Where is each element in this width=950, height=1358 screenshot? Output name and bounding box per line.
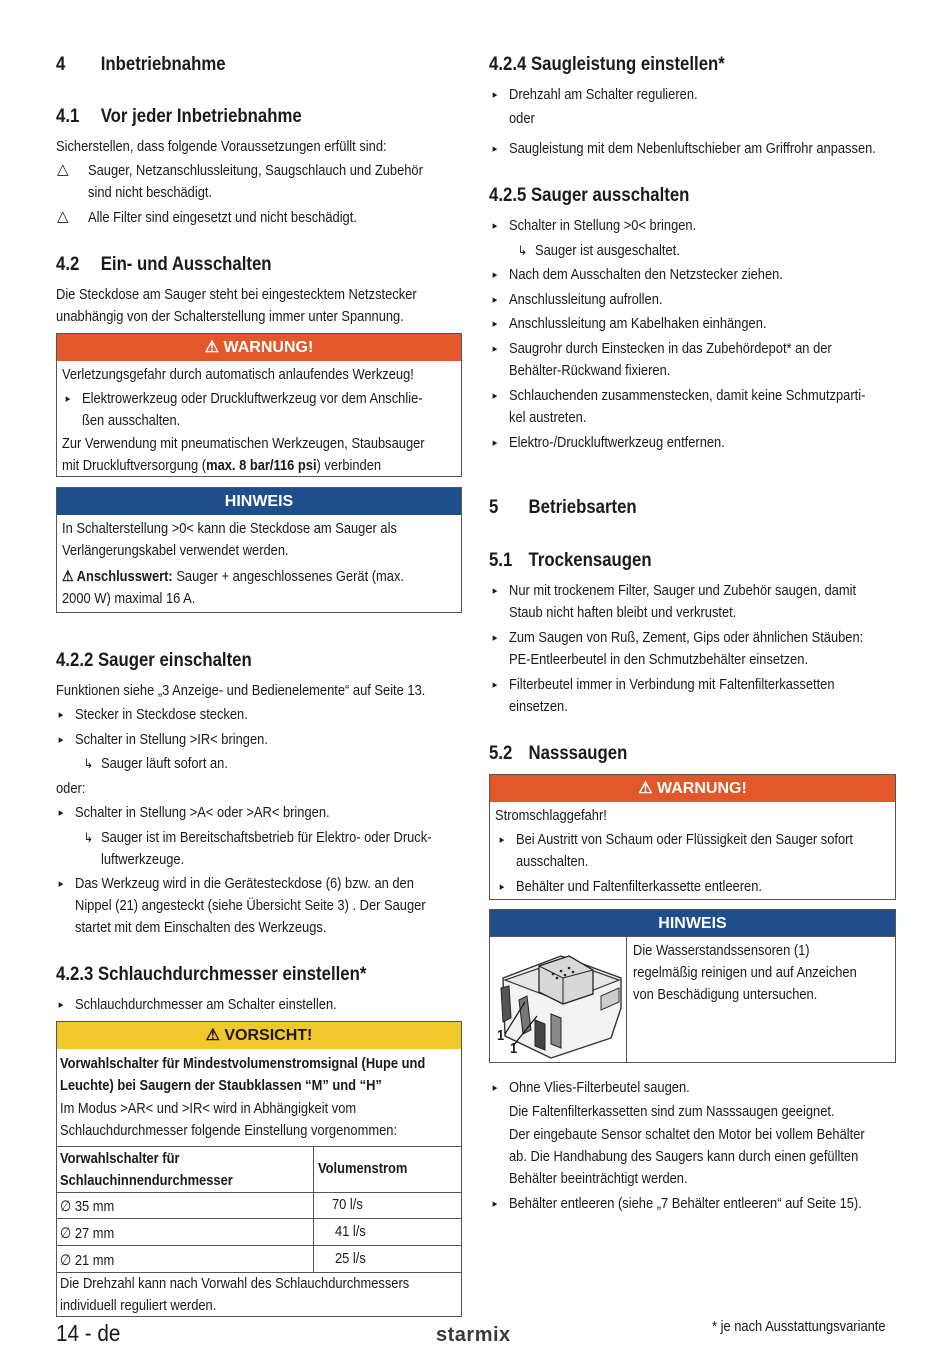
heading-number: 5.1 [489, 549, 513, 571]
heading-title: Betriebsarten [528, 496, 637, 518]
result: ↳ Sauger ist im Bereitschaftsbetrieb für Elektro- oder Druck- [101, 827, 432, 849]
table-cell: ∅ 35 mm [60, 1198, 115, 1215]
warning-text: Stromschlaggefahr! [495, 807, 607, 824]
warning-header: ⚠ WARNUNG! [57, 334, 461, 361]
caution-text: Im Modus >AR< und >IR< wird in Abhängigkeit vom [60, 1100, 357, 1117]
table-cell: 25 l/s [335, 1250, 366, 1267]
heading-number: 5 [489, 496, 499, 518]
text-fragment: mit Druckluftversorgung ( [62, 457, 207, 474]
step: ▸ Schalter in Stellung >IR< bringen. [75, 729, 268, 751]
table-divider [56, 1192, 462, 1193]
table-divider [56, 1146, 462, 1147]
heading-5-2 [489, 742, 627, 765]
note-text: Verlängerungskabel verwendet werden. [62, 542, 289, 559]
heading-title: Ein- und Ausschalten [100, 253, 272, 275]
heading-5-1 [489, 549, 652, 572]
paragraph: ab. Die Handhabung des Saugers kann durch einen gefüllten [509, 1148, 859, 1165]
step: ▸ Saugleistung mit dem Nebenluftschieber am Griffrohr anpassen. [509, 138, 876, 160]
step: ▸ Elektro-/Druckluftwerkzeug entfernen. [509, 432, 725, 454]
result: luftwerkzeuge. [101, 851, 185, 868]
heading-4-2-2: 4.2.2 Sauger einschalten [56, 649, 252, 671]
warning-step: ßen ausschalten. [82, 412, 181, 429]
paragraph: Sicherstellen, dass folgende Voraussetzungen erfüllt sind: [56, 138, 387, 155]
heading-4-2-3: 4.2.3 Schlauchdurchmesser einstellen* [56, 963, 367, 985]
heading-4-2 [56, 253, 272, 276]
caution-text: Die Drehzahl kann nach Vorwahl des Schlauchdurchmessers [60, 1275, 410, 1292]
callout-label: 1 [497, 1027, 505, 1044]
heading-4 [56, 53, 226, 76]
paragraph: Die Faltenfilterkassetten sind zum Nasssaugen geeignet. [509, 1103, 835, 1120]
heading-title: Trockensaugen [528, 549, 652, 571]
caution-text: Schlauchdurchmesser folgende Einstellung vorgenommen: [60, 1122, 398, 1139]
condition-text: sind nicht beschädigt. [88, 184, 213, 201]
table-divider [56, 1218, 462, 1219]
table-cell: 41 l/s [335, 1223, 366, 1240]
step: ▸ Schalter in Stellung >0< bringen. [509, 215, 696, 237]
step: ▸ Filterbeutel immer in Verbindung mit Faltenfilterkassetten [509, 674, 835, 696]
warning-text: Verletzungsgefahr durch automatisch anlaufendes Werkzeug! [62, 366, 414, 383]
result: ↳ Sauger läuft sofort an. [101, 753, 228, 775]
note-text: von Beschädigung untersuchen. [633, 986, 818, 1003]
heading-number: 4 [56, 53, 66, 75]
heading-number: 5.2 [489, 742, 513, 764]
warning-triangle-icon: △ [57, 161, 69, 178]
note-text [62, 566, 404, 588]
step: startet mit dem Einschalten des Werkzeugs. [75, 919, 327, 936]
step: PE-Entleerbeutel in den Schmutzbehälter einsetzen. [509, 651, 809, 668]
table-cell: 70 l/s [332, 1196, 363, 1213]
paragraph: Der eingebaute Sensor schaltet den Motor bei vollem Behälter [509, 1126, 865, 1143]
caution-text: Leuchte) bei Saugern der Staubklassen “M” und “H” [60, 1077, 382, 1094]
step: ▸ Behälter entleeren (siehe „7 Behälter entleeren“ auf Seite 15). [509, 1193, 862, 1215]
table-divider [56, 1245, 462, 1246]
warning-step: ausschalten. [516, 853, 589, 870]
heading-4-2-5: 4.2.5 Sauger ausschalten [489, 184, 690, 206]
step: ▸ Das Werkzeug wird in die Gerätesteckdose (6) bzw. an den [75, 873, 414, 895]
step: ▸ Nach dem Ausschalten den Netzstecker ziehen. [509, 264, 783, 286]
heading-5 [489, 496, 637, 519]
table-header: Volumenstrom [318, 1160, 408, 1177]
step: ▸ Schlauchenden zusammenstecken, damit keine Schmutzparti- [509, 385, 865, 407]
step: ▸ Zum Saugen von Ruß, Zement, Gips oder ähnlichen Stäuben: [509, 627, 863, 649]
page-number: 14 - de [56, 1320, 121, 1346]
step: ▸ Schlauchdurchmesser am Schalter einstellen. [75, 994, 337, 1016]
paragraph: Die Steckdose am Sauger steht bei eingestecktem Netzstecker [56, 286, 417, 303]
heading-title: Inbetriebnahme [100, 53, 226, 75]
note-header: HINWEIS [57, 488, 461, 515]
step: ▸ Anschlussleitung aufrollen. [509, 289, 662, 311]
table-divider [489, 936, 896, 937]
warning-step: ▸ Elektrowerkzeug oder Druckluftwerkzeug vor dem Anschlie- [82, 388, 423, 410]
paragraph: Funktionen siehe „3 Anzeige- und Bedienelemente“ auf Seite 13. [56, 682, 426, 699]
warning-text [62, 455, 381, 477]
heading-4-2-4: 4.2.4 Saugleistung einstellen* [489, 53, 725, 75]
note-text: In Schalterstellung >0< kann die Steckdose am Sauger als [62, 520, 397, 537]
note-label: ⚠ Anschlusswert: [62, 568, 173, 585]
caution-text: individuell reguliert werden. [60, 1297, 217, 1314]
warning-step: ▸ Bei Austritt von Schaum oder Flüssigkeit den Sauger sofort [516, 829, 853, 851]
note-header: HINWEIS [490, 910, 895, 937]
step: einsetzen. [509, 698, 568, 715]
heading-4-1 [56, 105, 302, 128]
warning-step: ▸ Behälter und Faltenfilterkassette entleeren. [516, 876, 762, 898]
warning-triangle-icon: △ [57, 208, 69, 225]
result: ↳ Sauger ist ausgeschaltet. [535, 240, 680, 262]
caution-text: Vorwahlschalter für Mindestvolumenstromsignal (Hupe und [60, 1055, 426, 1072]
step: Nippel (21) angesteckt (siehe Übersicht Seite 3) . Der Sauger [75, 897, 426, 914]
caution-header: ⚠ VORSICHT! [57, 1022, 461, 1049]
warning-header: ⚠ WARNUNG! [490, 775, 895, 802]
note-text: Die Wasserstandssensoren (1) [633, 942, 810, 959]
text-fragment: ) verbinden [316, 457, 382, 474]
warning-text: Zur Verwendung mit pneumatischen Werkzeugen, Staubsauger [62, 435, 425, 452]
step: Staub nicht haften bleibt und verkrustet. [509, 604, 737, 621]
step: ▸ Stecker in Steckdose stecken. [75, 704, 248, 726]
table-cell: ∅ 27 mm [60, 1225, 115, 1242]
step: Behälter-Rückwand fixieren. [509, 362, 671, 379]
table-column-divider [313, 1146, 314, 1272]
paragraph: unabhängig von der Schalterstellung immer unter Spannung. [56, 308, 404, 325]
paragraph: Behälter beeinträchtigt werden. [509, 1170, 688, 1187]
heading-number: 4.1 [56, 105, 80, 127]
callout-label: 1 [510, 1040, 518, 1057]
heading-title: Vor jeder Inbetriebnahme [100, 105, 302, 127]
table-header: Schlauchinnendurchmesser [60, 1172, 233, 1189]
paragraph: oder [509, 110, 535, 127]
text-fragment: Sauger + angeschlossenes Gerät (max. [172, 568, 404, 585]
paragraph: oder: [56, 780, 86, 797]
heading-number: 4.2 [56, 253, 80, 275]
brand-logo: starmix [436, 1324, 511, 1346]
heading-title: Nasssaugen [528, 742, 628, 764]
step: ▸ Schalter in Stellung >A< oder >AR< bringen. [75, 802, 330, 824]
step: ▸ Drehzahl am Schalter regulieren. [509, 84, 698, 106]
pressure-value: max. 8 bar/116 psi [206, 457, 317, 474]
step: ▸ Saugrohr durch Einstecken in das Zubehördepot* an der [509, 338, 832, 360]
step: ▸ Nur mit trockenem Filter, Sauger und Zubehör saugen, damit [509, 580, 856, 602]
condition-text: Sauger, Netzanschlussleitung, Saugschlauch und Zubehör [88, 162, 423, 179]
step: ▸ Anschlussleitung am Kabelhaken einhängen. [509, 313, 766, 335]
note-text: 2000 W) maximal 16 A. [62, 590, 196, 607]
table-column-divider [626, 936, 627, 1063]
condition-text: Alle Filter sind eingesetzt und nicht beschädigt. [88, 209, 357, 226]
step: kel austreten. [509, 409, 587, 426]
note-text: regelmäßig reinigen und auf Anzeichen [633, 964, 857, 981]
table-header: Vorwahlschalter für [60, 1150, 180, 1167]
table-cell: ∅ 21 mm [60, 1252, 115, 1269]
step: ▸ Ohne Vlies-Filterbeutel saugen. [509, 1077, 690, 1099]
footnote: * je nach Ausstattungsvariante [712, 1318, 886, 1335]
